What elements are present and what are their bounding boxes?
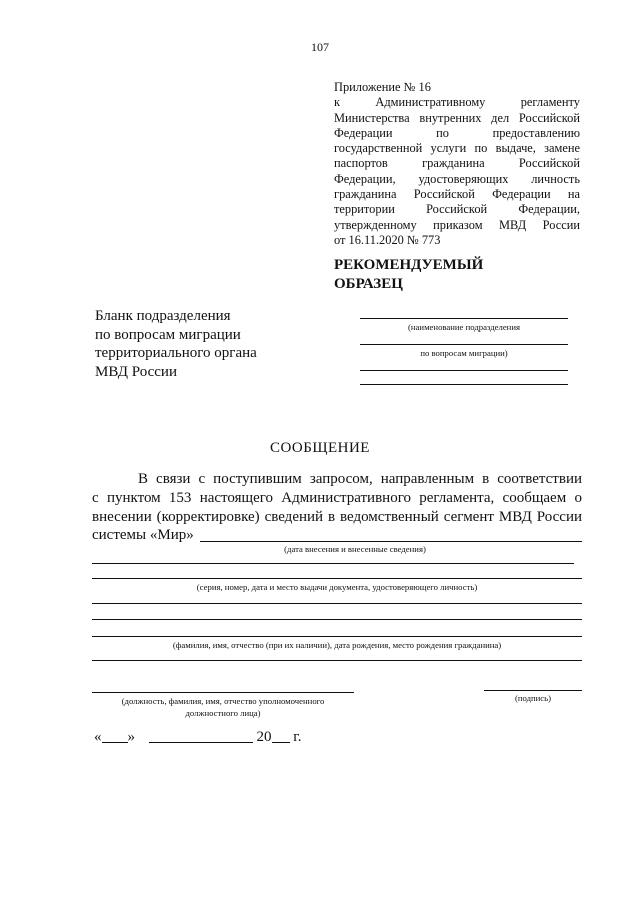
page-number: 107	[311, 40, 329, 54]
appendix-line: паспортов гражданина Российской	[334, 156, 580, 171]
blank-label	[95, 307, 257, 381]
paragraph-line: внесении (корректировке) сведений в ведомственный сегмент МВД России	[92, 509, 582, 525]
message-paragraph	[92, 470, 582, 527]
appendix-line: гражданина Российской Федерации на	[334, 187, 580, 202]
appendix-line: Министерства внутренних дел Российской	[334, 110, 580, 125]
person-field-line-1[interactable]	[92, 619, 582, 620]
blank-line: территориального органа	[95, 345, 257, 361]
document-field-line-2[interactable]	[92, 603, 582, 604]
unit-name-field-2[interactable]	[360, 344, 568, 345]
unit-name-field-4[interactable]	[360, 384, 568, 385]
unit-caption-2: по вопросам миграции)	[420, 348, 508, 358]
appendix-header	[334, 80, 580, 248]
day-field[interactable]	[102, 728, 128, 743]
date-close-quote: »	[127, 729, 135, 745]
recommended-line: ОБРАЗЕЦ	[334, 276, 403, 292]
signature-field-line[interactable]	[484, 690, 582, 691]
date-row	[94, 728, 301, 746]
unit-name-field-3[interactable]	[360, 370, 568, 371]
paragraph-line: с пунктом 153 настоящего Административного регламента, сообщаем о	[92, 490, 582, 506]
appendix-line: Федерации, удостоверяющих личность	[334, 171, 580, 186]
appendix-line: к Административному регламенту	[334, 95, 580, 110]
document-caption: (серия, номер, дата и место выдачи документа, удостоверяющего личность)	[196, 582, 478, 592]
appendix-line: утвержденному приказом МВД России	[334, 217, 580, 232]
year-field[interactable]	[272, 728, 290, 743]
unit-name-field-1[interactable]	[360, 318, 568, 319]
person-caption: (фамилия, имя, отчество (при их наличии), дата рождения, место рождения гражданина)	[172, 640, 502, 650]
blank-line: МВД России	[95, 363, 177, 380]
unit-caption-1: (наименование подразделения	[408, 322, 520, 332]
blank-line: Бланк подразделения	[95, 308, 231, 324]
appendix-line: Приложение № 16	[334, 80, 431, 94]
official-field-line[interactable]	[92, 692, 354, 693]
person-field-line-3[interactable]	[92, 660, 582, 661]
appendix-line: от 16.11.2020 № 773	[334, 232, 441, 247]
signature-caption: (подпись)	[514, 693, 552, 703]
official-caption-2: должностного лица)	[185, 708, 261, 718]
appendix-line: государственной услуги по выдаче, замене	[334, 141, 580, 156]
appendix-line: территории Российской Федерации,	[334, 202, 580, 217]
mir-system-label: системы «Мир»	[92, 527, 194, 543]
recommended-line: РЕКОМЕНДУЕМЫЙ	[334, 257, 484, 273]
document-title: СООБЩЕНИЕ	[270, 440, 370, 456]
entry-caption: (дата внесения и внесенные сведения)	[284, 544, 426, 554]
paragraph-line: В связи с поступившим запросом, направленным в соответствии	[138, 471, 582, 487]
date-open-quote: «	[94, 729, 102, 745]
entry-field-line-2[interactable]	[92, 563, 574, 564]
year-prefix: 20	[256, 729, 272, 745]
year-suffix: г.	[293, 729, 302, 745]
official-caption-1: (должность, фамилия, имя, отчество уполномоченного	[121, 696, 325, 706]
entry-field-line-1[interactable]	[200, 541, 582, 542]
appendix-line: Федерации по предоставлению	[334, 125, 580, 140]
recommended-sample-label	[334, 256, 483, 294]
blank-line: по вопросам миграции	[95, 326, 241, 343]
document-field-line-1[interactable]	[92, 578, 582, 579]
person-field-line-2[interactable]	[92, 636, 582, 637]
month-field[interactable]	[149, 728, 253, 743]
